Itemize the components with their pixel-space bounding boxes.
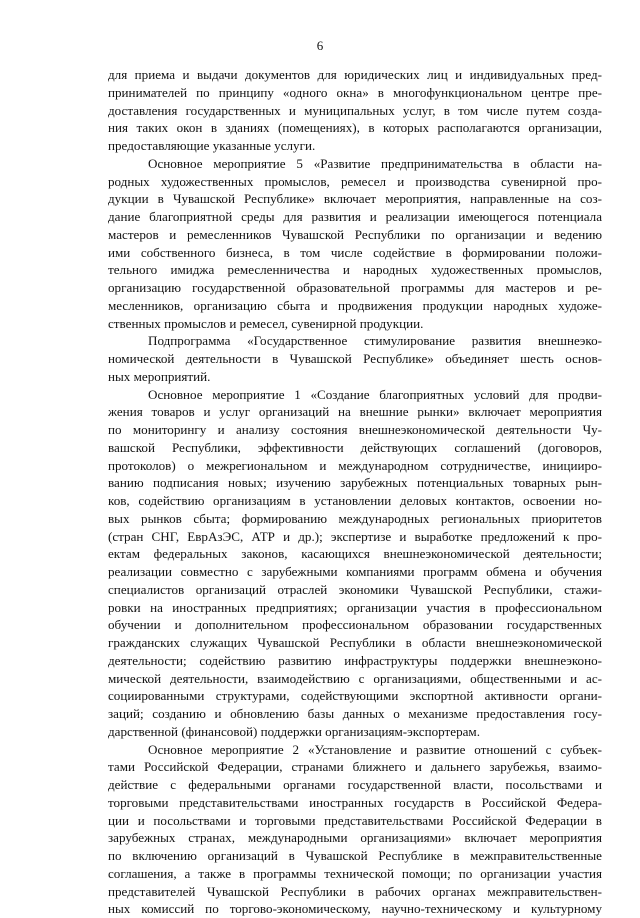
text-line: торговыми представительствами иностранных государств в Российской Федера- <box>108 794 602 810</box>
text-line: дукции в Чувашской Республике» включает мероприятия, направленные на соз- <box>108 191 602 207</box>
text-line: ния таких окон в зданиях (помещениях), в которых располагаются организации, <box>108 120 602 136</box>
text-line: (стран СНГ, ЕврАзЭС, АТР и др.); экспертизе и выработке предложений к про- <box>108 528 602 544</box>
text-line: гражданских служащих Чувашской Республики в области внешнеэкономической <box>108 635 602 650</box>
text-line: по мониторингу и анализу состояния внешнеэкономической деятельности Чу- <box>108 422 602 437</box>
text-line: соглашения, а также в программы технической помощи; по организации участия <box>108 865 602 881</box>
text-line: тельного имиджа ремесленничества и народных художественных промыслов, <box>108 262 602 278</box>
text-line: вашской Республики, эффективности действующих соглашений (договоров, <box>108 439 602 455</box>
text-line: номической деятельности в Чувашской Республике» объединяет шесть основ- <box>108 351 602 366</box>
text-line: дание благоприятной среды для развития и реализации имеющегося потенциала <box>108 209 602 224</box>
text-line: для приема и выдачи документов для юридических лиц и индивидуальных пред- <box>108 67 602 82</box>
text-line: ровки на иностранных предприятиях; организации участия в профессиональном <box>108 599 602 615</box>
text-line: мастеров и ремесленников Чувашской Республики по организации и ведению <box>108 226 602 242</box>
document-body <box>108 66 602 918</box>
text-line: ектам федеральных законов, касающихся внешнеэкономической деятельности; <box>108 546 602 562</box>
text-line: представителей Чувашской Республики в рабочих органах межправительствен- <box>108 883 602 899</box>
text-line: предоставляющие указанные услуги. <box>108 138 316 153</box>
text-line: реализации совместно с зарубежными компаниями программ обмена и обучения <box>108 564 602 579</box>
text-line: протоколов) о межрегиональном и международном сотрудничестве, иницииро- <box>108 457 602 473</box>
text-line: тами Российской Федерации, странами ближнего и дальнего зарубежья, взаимо- <box>108 759 602 775</box>
text-line: Подпрограмма «Государственное стимулирование развития внешнеэко- <box>148 333 602 349</box>
text-line: социированными структурами, содействующими экспортной активности органи- <box>108 688 602 704</box>
text-line: деятельности; содействию развитию инфраструктуры поддержки внешнеэконо- <box>108 652 602 668</box>
text-line: дарственной (финансовой) поддержки организациям-экспортерам. <box>108 723 480 739</box>
page-number: 6 <box>316 38 324 53</box>
text-line: ственных промыслов и ремесел, сувенирной продукции. <box>108 315 424 331</box>
text-line: мической деятельности, взаимодействию с организациями, общественными и ас- <box>108 670 602 686</box>
text-line: организацию государственной образовательной программы для мастеров и ре- <box>108 280 602 295</box>
text-line: заций; созданию и обновлению базы данных о механизме предоставления госу- <box>108 706 602 721</box>
text-line: Основное мероприятие 5 «Развитие предпринимательства в области на- <box>148 155 602 171</box>
text-line: специалистов организаций отраслей экономики Чувашской Республики, стажи- <box>108 581 602 597</box>
text-line: ных комиссий по торгово-экономическому, научно-техническому и культурному <box>108 901 602 917</box>
text-line: ванию подписания новых; изучению зарубежных потенциальных товарных рын- <box>108 475 602 491</box>
text-line: месленников, организацию сбыта и продвижения продукции народных художе- <box>108 297 602 313</box>
text-line: вых рынков сбыта; формированию международных региональных приоритетов <box>108 510 602 526</box>
text-line: по включению организаций в Чувашской Республике в межправительственные <box>108 848 602 863</box>
text-line: обучении и дополнительном профессиональном образовании государственных <box>108 617 602 633</box>
text-line: принимателей по принципу «одного окна» в многофункциональном центре пре- <box>108 84 602 100</box>
text-line: ции и посольствами и торговыми представительствами Российской Федерации в <box>108 812 602 828</box>
text-line: доставления государственных и муниципальных услуг, в том числе путем созда- <box>108 102 602 118</box>
text-line: действие с федеральными органами государственной власти, посольствами и <box>108 777 602 792</box>
text-line: ков, содействию организациям в установлении деловых контактов, освоении но- <box>108 493 602 508</box>
text-line: ими собственного бизнеса, в том числе содействие в формировании положи- <box>108 244 602 260</box>
text-line: Основное мероприятие 1 «Создание благоприятных условий для продви- <box>148 386 602 402</box>
text-line: Основное мероприятие 2 «Установление и развитие отношений с субъек- <box>148 741 602 757</box>
text-line: зарубежных странах, международными организациями» включает мероприятия <box>108 830 602 846</box>
text-line: ных мероприятий. <box>108 368 211 384</box>
text-line: жения товаров и услуг организаций на внешние рынки» включает мероприятия <box>108 404 602 420</box>
text-line: родных художественных промыслов, ремесел и производства сувенирной про- <box>108 173 602 189</box>
